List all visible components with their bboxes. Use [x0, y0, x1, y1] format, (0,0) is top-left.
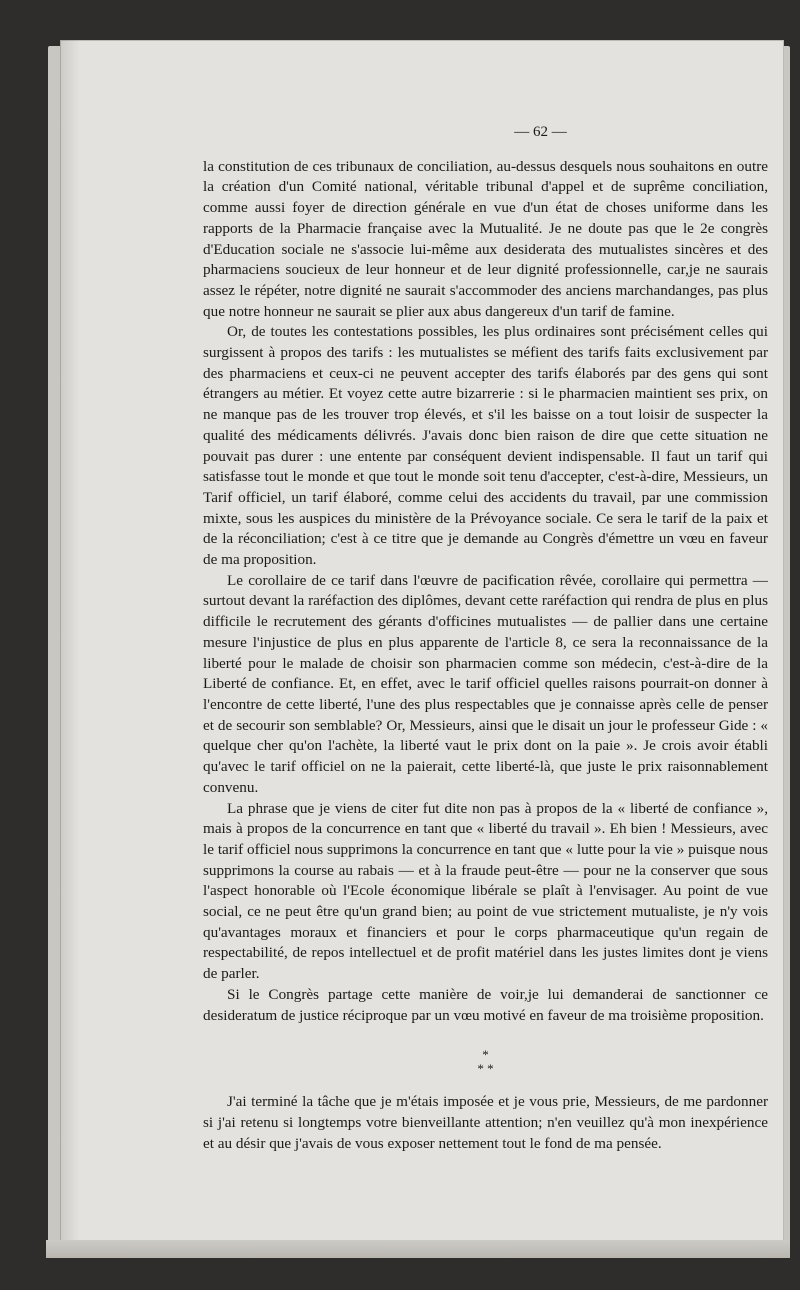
- asterism-bottom: * *: [477, 1061, 494, 1077]
- paragraph-2: Or, de toutes les contestations possibles, les plus ordinaires sont précisément celles qui surgissent à propos des tarifs : les mutualistes se méfient des tarifs faits exclusivement par des pharmaciens et ceux-ci ne peuvent accepter des tarifs élaborés par des gens qui sont étrangers au métier. Et voyez cette autre bizarrerie : si le pharmacien maintient ses prix, on ne manque pas de les trouver trop élevés, et s'il les baisse on a tout loisir de suspecter la qualité des médicaments délivrés. J'avais donc bien raison de dire que cette situation ne pouvait pas durer : une entente par conséquent devient indispensable. Il faut un tarif qui satisfasse tout le monde et que tout le monde soit tenu d'accepter, c'est-à-dire, Messieurs, un Tarif officiel, un tarif élaboré, comme celui des accidents du travail, par une commission mixte, sous les auspices du ministère de la Prévoyance sociale. Ce sera le tarif de la paix et de la réconciliation; c'est à ce titre que je demande au Congrès d'émettre un vœu en faveur de ma proposition.: [203, 323, 768, 569]
- paragraph-1: la constitution de ces tribunaux de conciliation, au-dessus desquels nous souhaitons en outre la création d'un Comité national, véritable tribunal d'appel et de suprême conciliation, comme aussi foyer de direction générale en vue d'un état de choses uniforme dans les rapports de la Pharmacie française avec la Mutualité. Je ne doute pas que le 2e congrès d'Education sociale ne s'associe lui-même aux desiderata des mutualistes sincères et des pharmaciens soucieux de leur honneur et de leur dignité professionnelle, car,je ne saurais assez le répéter, notre dignité ne saurait s'accommoder des anciens marchandanges, pas plus que notre honneur ne saurait se plier aux abus dangereux d'un tarif de famine.: [203, 157, 768, 320]
- page-bottom-fold: [46, 1240, 790, 1258]
- asterism-separator: [203, 1048, 768, 1076]
- paragraph-3: Le corollaire de ce tarif dans l'œuvre de pacification rêvée, corollaire qui permettra — surtout devant la raréfaction des diplômes, devant cette raréfaction qui rendra de plus en plus difficile le recrutement des gérants d'officines mutualistes — de pallier dans une certaine mesure l'injustice de plus en plus apparente de l'article 8, ce sera la reconnaissance de la liberté pour le malade de choisir son pharmacien comme son médecin, c'est-à-dire de la Liberté de confiance. Et, en effet, avec le tarif officiel quelles raisons pourrait-on donner à l'encontre de cette liberté, l'une des plus respectables que je connaisse après celle de penser et de secourir son semblable? Or, Messieurs, ainsi que le disait un jour le professeur Gide : « quelque cher qu'on l'achète, la liberté vaut le prix dont on la paie ». Je crois avoir établi qu'avec le tarif officiel on ne la paierait, cette liberté-là, que juste le prix raisonnablement convenu.: [203, 571, 768, 796]
- page-content: [203, 122, 768, 1154]
- paragraph-4: La phrase que je viens de citer fut dite non pas à propos de la « liberté de confiance », mais à propos de la concurrence en tant que « liberté du travail ». Eh bien ! Messieurs, avec le tarif officiel nous supprimons la concurrence en tant que « lutte pour la vie » puisque nous supprimons la course au rabais — et à la fraude peut-être — pour ne la conserver que sous l'aspect honorable où l'Ecole économique libérale se plaît à l'envisager. Au point de vue social, ce ne peut être qu'un grand bien; au point de vue strictement mutualiste, je n'y vois qu'avantages moraux et financiers et pour le corps pharmaceutique qu'un regain de respectabilité, de repos intellectuel et de profit matériel dans les justes limites dont je viens de parler.: [203, 799, 768, 983]
- page-edge-shadow: [60, 40, 80, 1245]
- page-number: — 62 —: [514, 124, 567, 140]
- paragraph-6: J'ai terminé la tâche que je m'étais imposée et je vous prie, Messieurs, de me pardonner si j'ai retenu si longtemps votre bienveillante attention; n'en veuillez qu'à mon inexpérience et au désir que j'avais de vous exposer nettement tout le fond de ma pensée.: [203, 1093, 768, 1152]
- asterism-top: *: [482, 1047, 489, 1063]
- paragraph-5: Si le Congrès partage cette manière de voir,je lui demanderai de sanctionner ce desideratum de justice réciproque par un vœu motivé en faveur de ma troisième proposition.: [203, 985, 768, 1024]
